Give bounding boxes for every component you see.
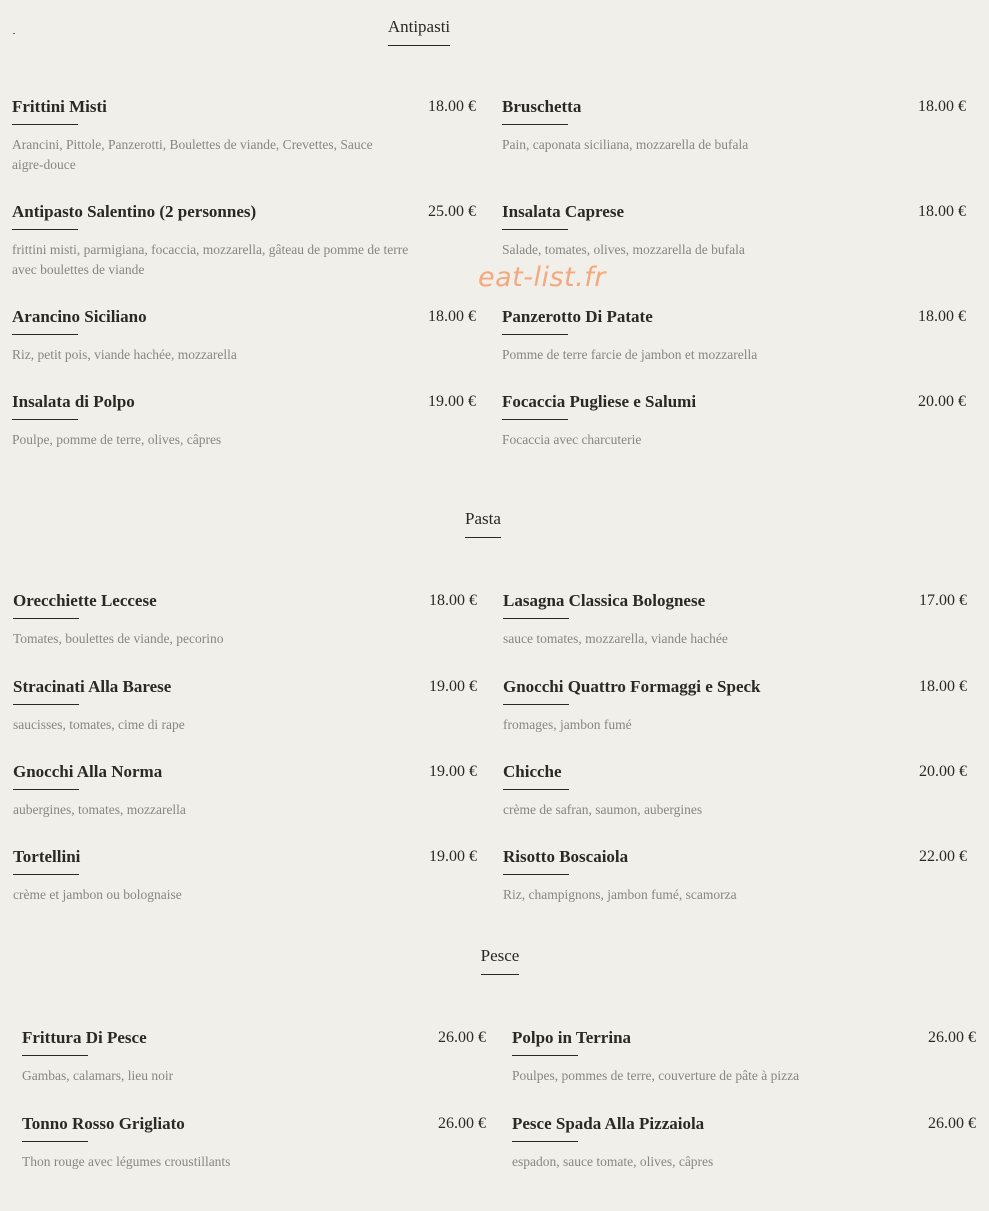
item-divider	[12, 419, 78, 420]
item-divider	[12, 124, 78, 125]
item-divider	[13, 874, 79, 875]
item-description: Riz, champignons, jambon fumé, scamorza	[503, 887, 737, 902]
item-name: Arancino Siciliano	[12, 307, 147, 326]
item-name: Focaccia Pugliese e Salumi	[502, 392, 697, 411]
item-description: Tomates, boulettes de viande, pecorino	[13, 631, 224, 646]
item-name: Stracinati Alla Barese	[13, 677, 172, 696]
item-name: Antipasto Salentino (2 personnes)	[12, 202, 257, 221]
item-description: Focaccia avec charcuterie	[502, 432, 642, 447]
item-price: 18.00 €	[428, 308, 476, 325]
item-name: Tonno Rosso Grigliato	[22, 1114, 185, 1133]
item-price: 18.00 €	[918, 203, 966, 220]
item-description: Pain, caponata siciliana, mozzarella de bufala	[502, 137, 749, 152]
item-divider	[512, 1141, 578, 1142]
item-divider	[503, 789, 569, 790]
item-divider	[22, 1055, 88, 1056]
section-title-text: Pesce	[481, 946, 520, 975]
item-description: Pomme de terre farcie de jambon et mozzarella	[502, 347, 758, 362]
item-description: saucisses, tomates, cime di rape	[13, 717, 185, 732]
item-name: Insalata Caprese	[502, 202, 624, 221]
item-price: 17.00 €	[919, 592, 967, 609]
item-name: Lasagna Classica Bolognese	[503, 591, 706, 610]
item-price: 26.00 €	[438, 1029, 486, 1046]
section-title-text: Pasta	[465, 509, 501, 538]
item-description: crème de safran, saumon, aubergines	[503, 802, 703, 817]
item-name: Polpo in Terrina	[512, 1028, 632, 1047]
item-price: 18.00 €	[428, 98, 476, 115]
item-description: Salade, tomates, olives, mozzarella de bufala	[502, 242, 745, 257]
item-name: Chicche	[503, 762, 562, 781]
item-divider	[13, 704, 79, 705]
item-divider	[13, 789, 79, 790]
section-title-antipasti	[369, 17, 469, 46]
item-divider	[503, 704, 569, 705]
item-name: Bruschetta	[502, 97, 582, 116]
item-description: Arancini, Pittole, Panzerotti, Boulettes de viande, Crevettes, Sauce aigre-douce	[12, 137, 373, 172]
item-price: 20.00 €	[919, 763, 967, 780]
item-divider	[512, 1055, 578, 1056]
item-name: Insalata di Polpo	[12, 392, 135, 411]
watermark-logo: eat-list.fr	[478, 262, 606, 293]
item-name: Gnocchi Alla Norma	[13, 762, 163, 781]
item-divider	[12, 334, 78, 335]
item-divider	[503, 618, 569, 619]
section-title-text: Antipasti	[388, 17, 450, 46]
item-description: Riz, petit pois, viande hachée, mozzarella	[12, 347, 237, 362]
item-divider	[13, 618, 79, 619]
item-price: 25.00 €	[428, 203, 476, 220]
item-divider	[502, 124, 568, 125]
item-divider	[502, 334, 568, 335]
item-price: 26.00 €	[438, 1115, 486, 1132]
item-description: Thon rouge avec légumes croustillants	[22, 1154, 231, 1169]
item-divider	[502, 229, 568, 230]
item-description: crème et jambon ou bolognaise	[13, 887, 182, 902]
item-description: Poulpes, pommes de terre, couverture de pâte à pizza	[512, 1068, 800, 1083]
item-price: 22.00 €	[919, 848, 967, 865]
item-divider	[502, 419, 568, 420]
item-divider	[503, 874, 569, 875]
item-price: 19.00 €	[428, 393, 476, 410]
item-name: Frittini Misti	[12, 97, 107, 116]
item-name: Panzerotto Di Patate	[502, 307, 653, 326]
item-description: Gambas, calamars, lieu noir	[22, 1068, 174, 1083]
item-name: Risotto Boscaiola	[503, 847, 629, 866]
section-title-pesce	[450, 946, 550, 975]
item-description: Poulpe, pomme de terre, olives, câpres	[12, 432, 222, 447]
item-price: 18.00 €	[918, 98, 966, 115]
item-description: aubergines, tomates, mozzarella	[13, 802, 186, 817]
item-price: 19.00 €	[429, 848, 477, 865]
item-price: 20.00 €	[918, 393, 966, 410]
item-divider	[22, 1141, 88, 1142]
item-name: Pesce Spada Alla Pizzaiola	[512, 1114, 705, 1133]
item-description: fromages, jambon fumé	[503, 717, 632, 732]
item-divider	[12, 229, 78, 230]
item-price: 26.00 €	[928, 1029, 976, 1046]
stray-dot	[13, 33, 15, 34]
item-price: 26.00 €	[928, 1115, 976, 1132]
item-price: 18.00 €	[429, 592, 477, 609]
item-name: Gnocchi Quattro Formaggi e Speck	[503, 677, 761, 696]
item-name: Orecchiette Leccese	[13, 591, 157, 610]
item-price: 18.00 €	[918, 308, 966, 325]
item-name: Tortellini	[13, 847, 81, 866]
item-price: 19.00 €	[429, 763, 477, 780]
section-title-pasta	[433, 509, 533, 538]
item-description: espadon, sauce tomate, olives, câpres	[512, 1154, 714, 1169]
item-description: frittini misti, parmigiana, focaccia, mozzarella, gâteau de pomme de terre avec boulettes de viande	[12, 242, 409, 277]
item-description: sauce tomates, mozzarella, viande hachée	[503, 631, 728, 646]
item-name: Frittura Di Pesce	[22, 1028, 147, 1047]
item-price: 19.00 €	[429, 678, 477, 695]
item-price: 18.00 €	[919, 678, 967, 695]
